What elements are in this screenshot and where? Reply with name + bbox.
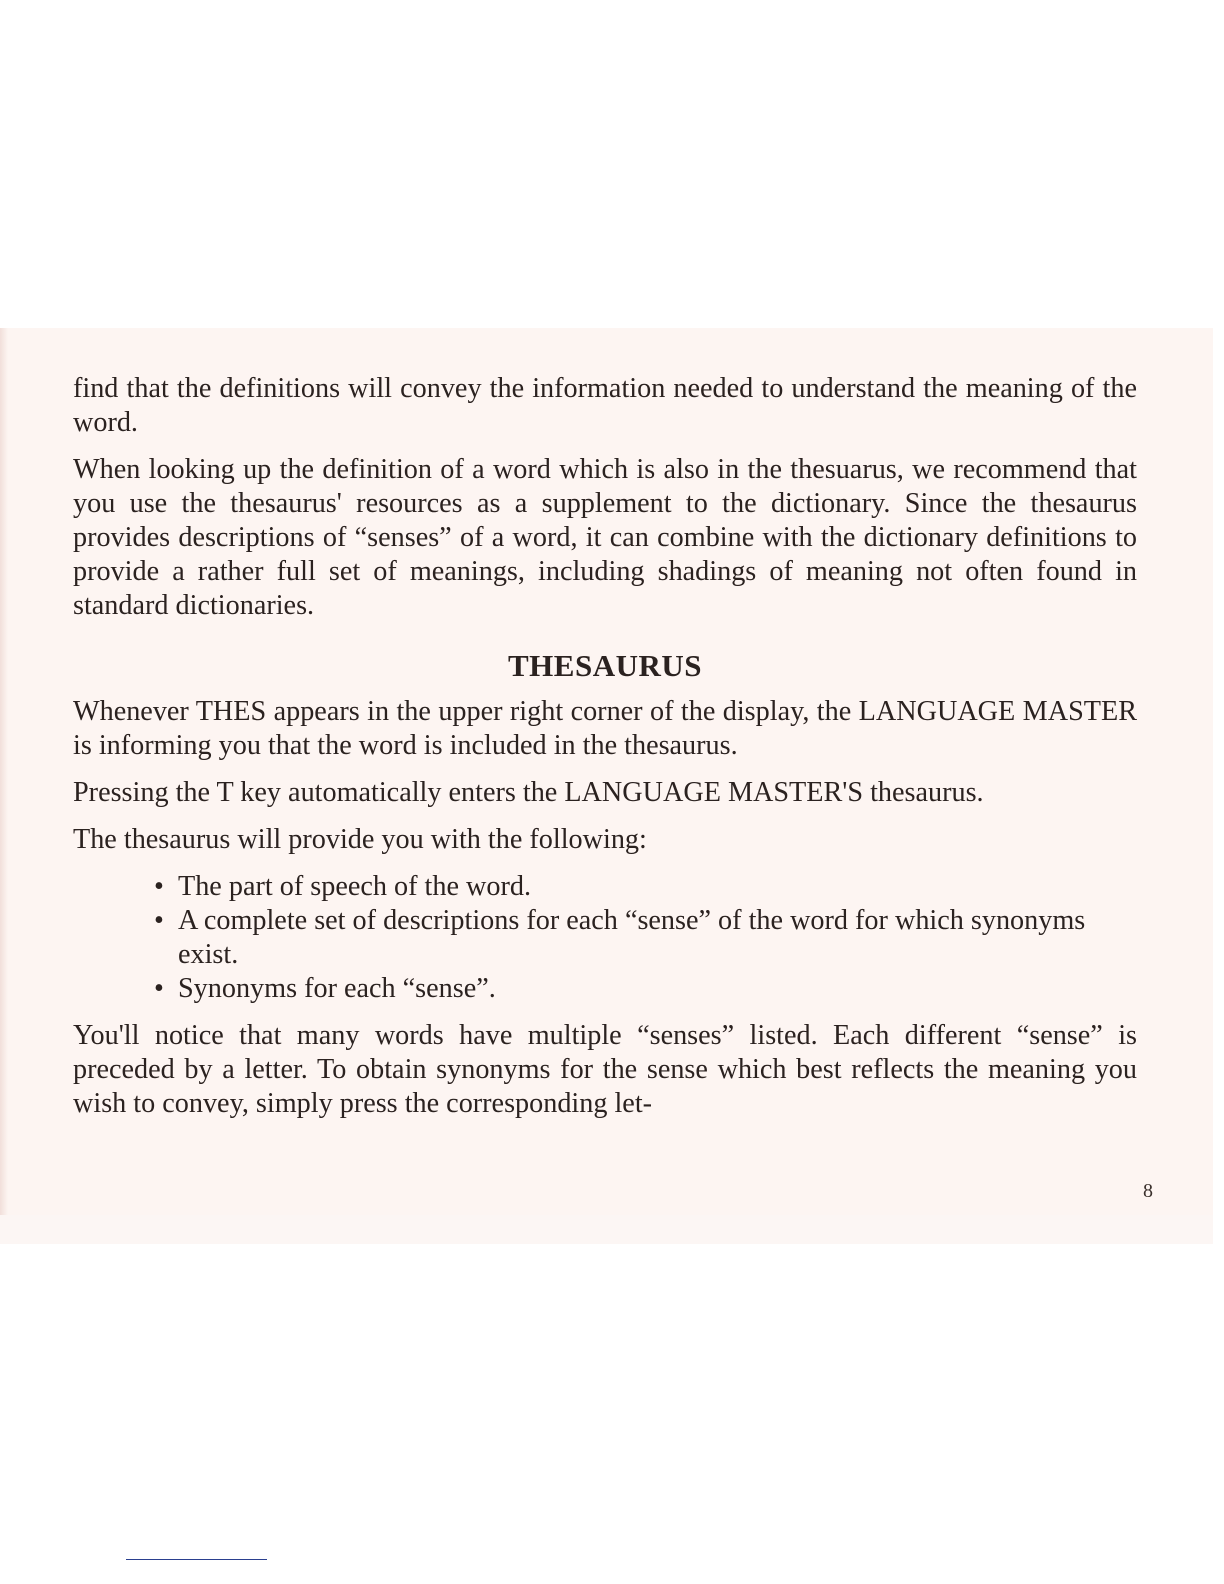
page-body (73, 372, 1137, 1134)
bullet-icon: • (154, 871, 164, 902)
list-item (154, 972, 1137, 1006)
list-item-text: A complete set of descriptions for each “sense” of the word for which synonyms exist. (178, 905, 1086, 970)
paragraph-multiple-senses: You'll notice that many words have multiple “senses” listed. Each different “sense” is preceded by a letter. To obtain synonyms for the sense which best reflects the meaning you wish to convey, simply press the corresponding let- (73, 1020, 1137, 1119)
footnote-rule (126, 1559, 267, 1560)
list-item-text: The part of speech of the word. (178, 871, 531, 902)
list-item (154, 904, 1137, 972)
paragraph-t-key: Pressing the T key automatically enters the LANGUAGE MASTER'S thesaurus. (73, 777, 984, 808)
paragraph-thesaurus-supplement: When looking up the definition of a word which is also in the thesuarus, we recommend that you use the thesaurus' resources as a supplement to the dictionary. Since the thesaurus provides descriptions of “senses” of a word, it can combine with the dictionary definitions to provide a rather full set of meanings, including shadings of meaning not often found in standard dictionaries. (73, 454, 1137, 621)
scan-bottom-strip (0, 1215, 1213, 1244)
paragraph-provides-following: The thesaurus will provide you with the following: (73, 824, 647, 855)
scan-left-edge-shadow (0, 328, 8, 1216)
bullet-icon: • (154, 905, 164, 936)
page-number: 8 (1143, 1180, 1153, 1202)
paragraph-definitions: find that the definitions will convey the information needed to understand the meaning of the word. (73, 373, 1137, 438)
thesaurus-features-list (73, 870, 1137, 1006)
list-item-text: Synonyms for each “sense”. (178, 973, 496, 1004)
list-item (154, 870, 1137, 904)
paragraph-thes-indicator: Whenever THES appears in the upper right corner of the display, the LANGUAGE MASTER is informing you that the word is included in the thesaurus. (73, 696, 1137, 761)
section-heading-thesaurus: THESAURUS (508, 648, 702, 683)
bullet-icon: • (154, 973, 164, 1004)
